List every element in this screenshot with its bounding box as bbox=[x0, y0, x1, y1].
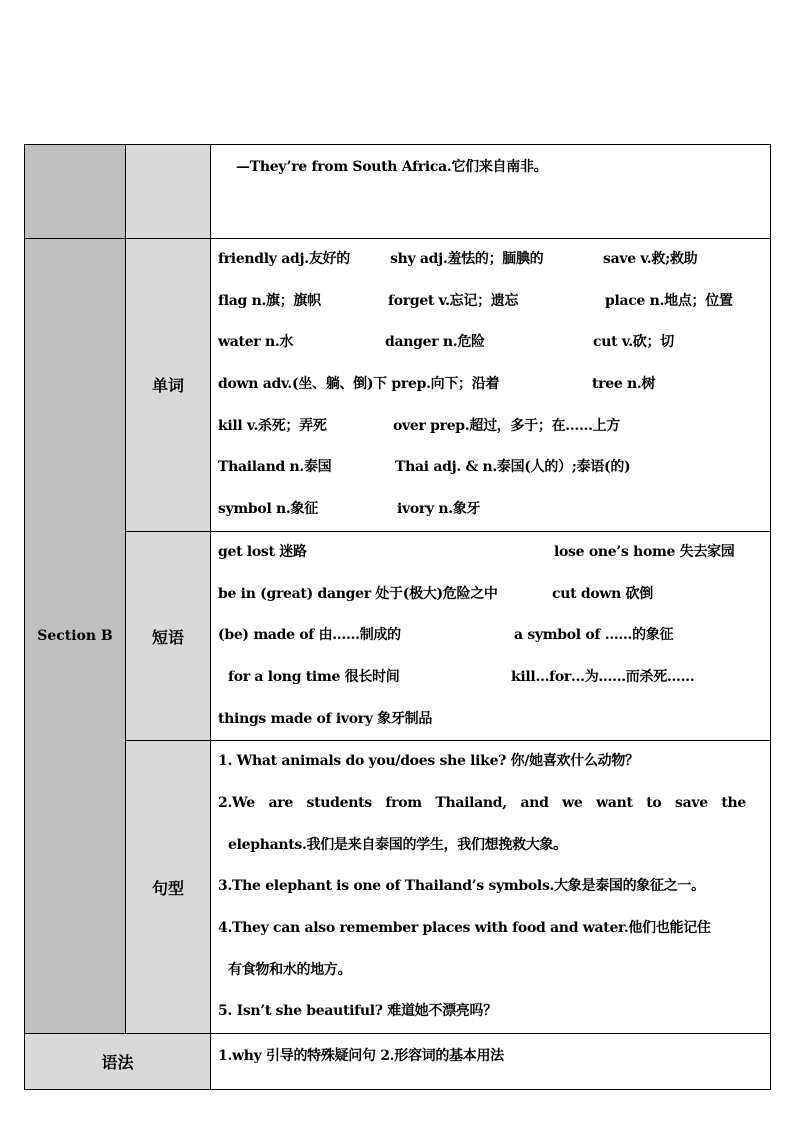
vocab-item: save v.救;救助 bbox=[603, 251, 698, 267]
summary-table-container bbox=[24, 144, 771, 1090]
phrase-item: a symbol of ……的象征 bbox=[514, 627, 674, 644]
sentence-line: 4.They can also remember places with food and water.他们也能记住 bbox=[218, 920, 711, 936]
sentence-line: 1. What animals do you/does she like? 你/她喜欢什么动物？ bbox=[218, 753, 639, 770]
table-row bbox=[25, 239, 771, 532]
vocab-label: 单词 bbox=[126, 239, 211, 532]
sentences-content bbox=[211, 741, 771, 1034]
table-row bbox=[25, 741, 771, 1034]
category-cell-empty bbox=[126, 145, 211, 239]
vocab-line bbox=[218, 447, 764, 489]
vocab-line bbox=[218, 406, 764, 448]
section-cell-empty bbox=[25, 145, 126, 239]
table-row bbox=[25, 1034, 771, 1090]
grammar-label: 语法 bbox=[25, 1034, 211, 1090]
table-row bbox=[25, 531, 771, 740]
sentence-line: 有食物和水的地方。 bbox=[228, 961, 352, 978]
vocab-item: flag n.旗；旗帜 bbox=[218, 292, 321, 309]
dialogue-line: —They’re from South Africa.它们来自南非。 bbox=[236, 159, 548, 175]
phrase-line bbox=[218, 699, 764, 741]
vocab-line bbox=[218, 364, 764, 406]
phrase-line bbox=[218, 615, 764, 657]
sentence-line: 3.The elephant is one of Thailand’s symbols.大象是泰国的象征之一。 bbox=[218, 878, 705, 895]
table-row bbox=[25, 145, 771, 239]
sentence-line: elephants.我们是来自泰国的学生，我们想挽救大象。 bbox=[228, 836, 567, 853]
vocab-item: Thai adj. & n.泰国(人的）;泰语(的) bbox=[395, 459, 631, 476]
phrase-item: get lost 迷路 bbox=[218, 543, 307, 560]
phrase-line bbox=[218, 657, 764, 699]
vocab-item: water n.水 bbox=[218, 334, 294, 351]
sentence-line: 5. Isn’t she beautiful? 难道她不漂亮吗？ bbox=[218, 1003, 497, 1020]
phrase-item: cut down 砍倒 bbox=[552, 585, 653, 602]
summary-table bbox=[24, 144, 771, 1090]
vocab-item: place n.地点；位置 bbox=[605, 292, 733, 309]
vocab-line bbox=[218, 322, 764, 364]
sentence-line: 2.We are students from Thailand, and we want to save the bbox=[218, 794, 747, 811]
grammar-content bbox=[211, 1034, 771, 1090]
phrase-line bbox=[218, 532, 764, 574]
phrase-item: kill…for…为……而杀死…… bbox=[511, 668, 695, 685]
phrase-item: be in (great) danger 处于(极大)危险之中 bbox=[218, 585, 498, 602]
content-cell bbox=[211, 145, 771, 239]
vocab-line bbox=[218, 239, 764, 281]
phrase-item: lose one’s home 失去家园 bbox=[554, 543, 735, 560]
vocab-item: friendly adj.友好的 bbox=[218, 251, 350, 267]
vocab-line bbox=[218, 281, 764, 323]
vocab-item: kill v.杀死；弄死 bbox=[218, 417, 327, 434]
phrases-content bbox=[211, 531, 771, 740]
vocab-item: cut v.砍；切 bbox=[593, 334, 674, 351]
grammar-text: 1.why 引导的特殊疑问句 2.形容词的基本用法 bbox=[218, 1048, 504, 1065]
section-label: Section B bbox=[25, 239, 126, 1034]
vocab-item: danger n.危险 bbox=[385, 334, 485, 351]
vocab-item: tree n.树 bbox=[592, 376, 656, 393]
phrases-label: 短语 bbox=[126, 531, 211, 740]
vocab-content bbox=[211, 239, 771, 532]
vocab-item: over prep.超过，多于；在……上方 bbox=[393, 417, 621, 434]
vocab-item: symbol n.象征 bbox=[218, 501, 318, 518]
vocab-item: down adv.(坐、躺、倒)下 prep.向下；沿着 bbox=[218, 376, 500, 393]
phrase-line bbox=[218, 574, 764, 616]
vocab-item: forget v.忘记；遗忘 bbox=[388, 292, 519, 309]
phrase-item: (be) made of 由……制成的 bbox=[218, 627, 401, 644]
vocab-item: ivory n.象牙 bbox=[397, 501, 481, 518]
phrase-item: things made of ivory 象牙制品 bbox=[218, 710, 433, 727]
vocab-item: Thailand n.泰国 bbox=[218, 459, 332, 476]
vocab-line bbox=[218, 489, 764, 531]
sentences-label: 句型 bbox=[126, 741, 211, 1034]
vocab-item: shy adj.羞怯的；腼腆的 bbox=[390, 251, 544, 267]
phrase-item: for a long time 很长时间 bbox=[228, 668, 400, 685]
